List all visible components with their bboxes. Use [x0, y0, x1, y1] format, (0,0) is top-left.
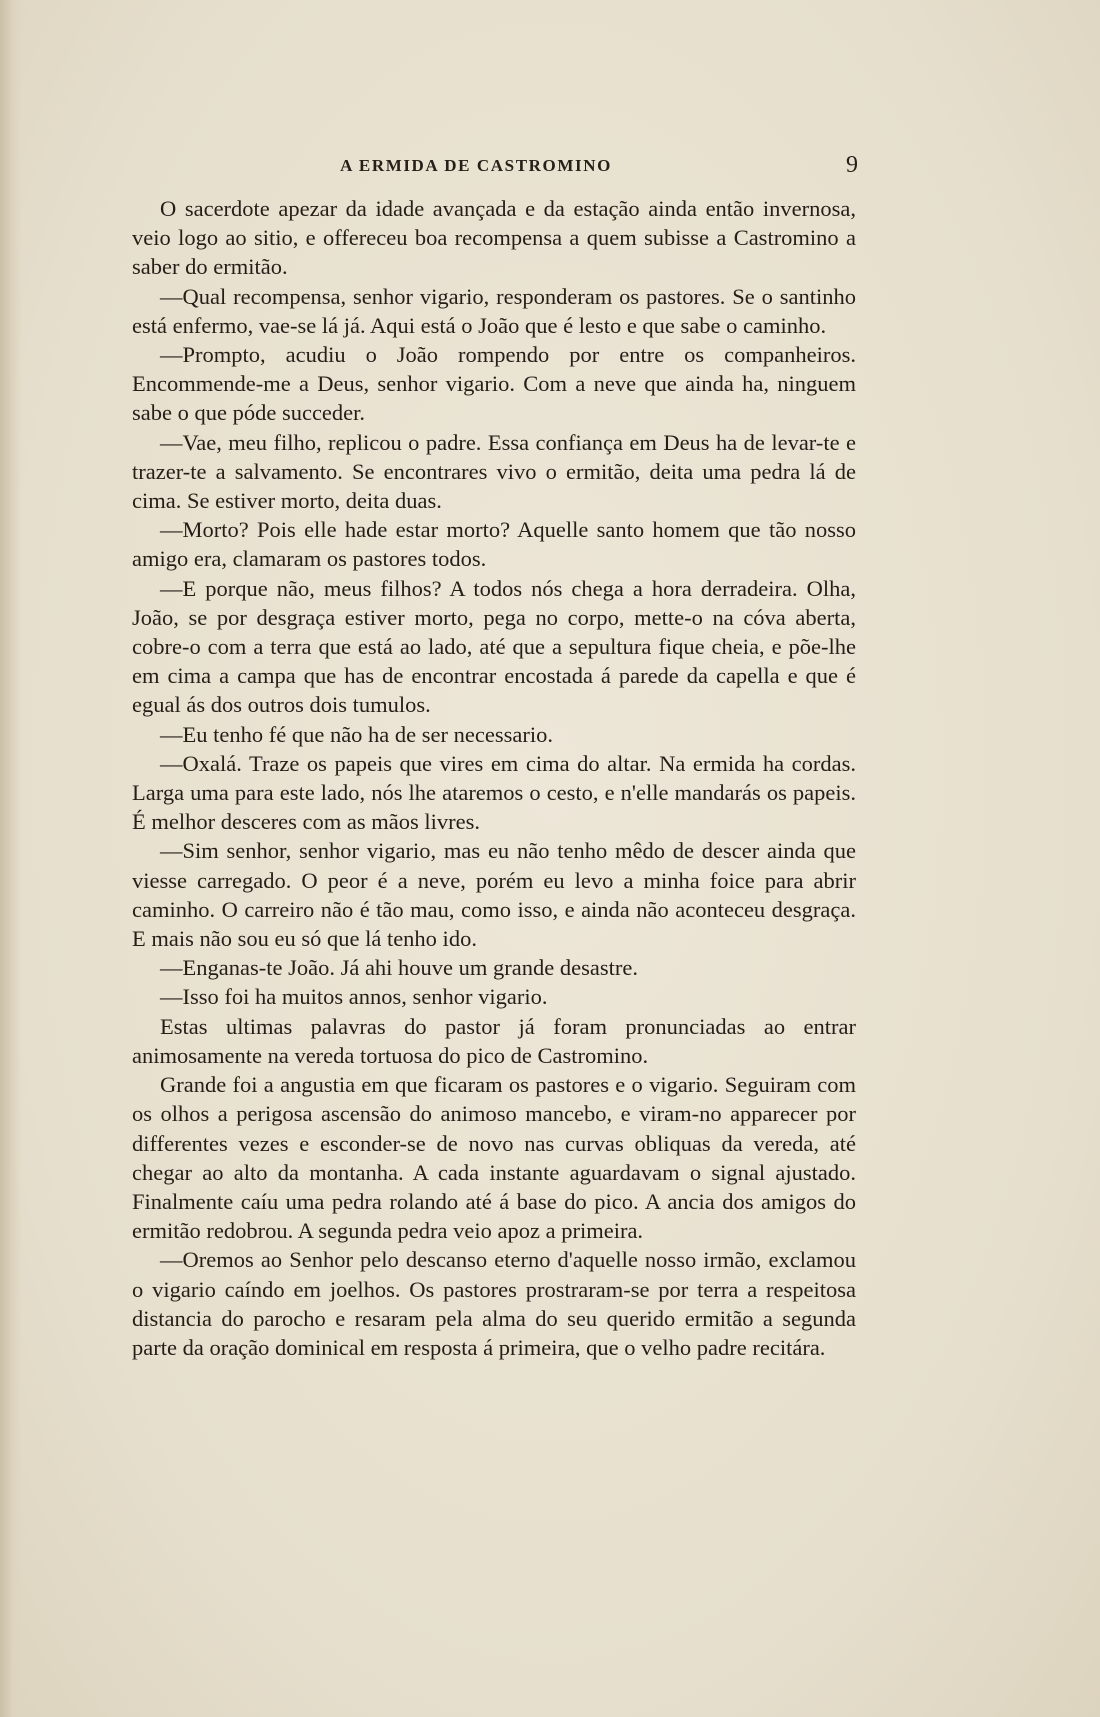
paragraph: —Qual recompensa, senhor vigario, responderam os pastores. Se o santinho está enfermo, vae-se lá já. Aqui está o João que é lesto e que sabe o caminho. [132, 283, 856, 338]
page-header [132, 152, 860, 180]
paragraph: —Morto? Pois elle hade estar morto? Aquelle santo homem que tão nosso amigo era, clamaram os pastores todos. [132, 517, 856, 572]
paragraph: —Vae, meu filho, replicou o padre. Essa confiança em Deus ha de levar-te e trazer-te a salvamento. Se encontrares vivo o ermitão, deita uma pedra lá de cima. Se estiver morto, deita duas. [132, 429, 856, 514]
paragraph: —Isso foi ha muitos annos, senhor vigario. [160, 984, 548, 1010]
paragraph: —Enganas-te João. Já ahi houve um grande desastre. [160, 955, 638, 981]
paragraph: —Eu tenho fé que não ha de ser necessario. [160, 721, 553, 747]
body-text [132, 194, 856, 1362]
paragraph: Estas ultimas palavras do pastor já foram pronunciadas ao entrar animosamente na vereda tortuosa do pico de Castromino. [132, 1013, 856, 1068]
page-number: 9 [846, 152, 858, 178]
page-gutter [0, 0, 22, 1717]
paragraph: —Prompto, acudiu o João rompendo por entre os companheiros. Encommende-me a Deus, senhor vigario. Com a neve que ainda ha, ninguem sabe o que póde succeder. [132, 342, 856, 426]
paragraph: —Oxalá. Traze os papeis que vires em cima do altar. Na ermida ha cordas. Larga uma para este lado, nós lhe ataremos o cesto, e n'elle mandarás os papeis. É melhor desceres com as mãos livres. [132, 750, 856, 835]
running-title: A ERMIDA DE CASTROMINO [340, 156, 612, 175]
paragraph: —Sim senhor, senhor vigario, mas eu não tenho mêdo de descer ainda que viesse carregado. O peor é a neve, porém eu levo a minha foice para abrir caminho. O carreiro não é tão mau, como isso, e ainda não aconteceu desgraça. E mais não sou eu só que lá tenho ido. [132, 838, 856, 952]
paragraph: O sacerdote apezar da idade avançada e da estação ainda então invernosa, veio logo ao sitio, e offereceu boa recompensa a quem subisse a Castromino a saber do ermitão. [132, 196, 856, 280]
paragraph: —E porque não, meus filhos? A todos nós chega a hora derradeira. Olha, João, se por desgraça estiver morto, pega no corpo, mette-o na cóva aberta, cobre-o com a terra que está ao lado, até que a sepultura fique cheia, e põe-lhe em cima a campa que has de encontrar encostada á parede da capella e que é egual ás dos outros dois tumulos. [132, 575, 856, 718]
paragraph: —Oremos ao Senhor pelo descanso eterno d'aquelle nosso irmão, exclamou o vigario caíndo em joelhos. Os pastores prostraram-se por terra a respeitosa distancia do parocho e resaram pela alma do seu querido ermitão a segunda parte da oração dominical em resposta á primeira, que o velho padre recitára. [132, 1247, 856, 1360]
paragraph: Grande foi a angustia em que ficaram os pastores e o vigario. Seguiram com os olhos a perigosa ascensão do animoso mancebo, e viram-no apparecer por differentes vezes e esconder-se de novo nas curvas obliquas da vereda, até chegar ao alto da montanha. A cada instante aguardavam o signal ajustado. Finalmente caíu uma pedra rolando até á base do pico. A ancia dos amigos do ermitão redobrou. A segunda pedra veio apoz a primeira. [132, 1072, 856, 1244]
